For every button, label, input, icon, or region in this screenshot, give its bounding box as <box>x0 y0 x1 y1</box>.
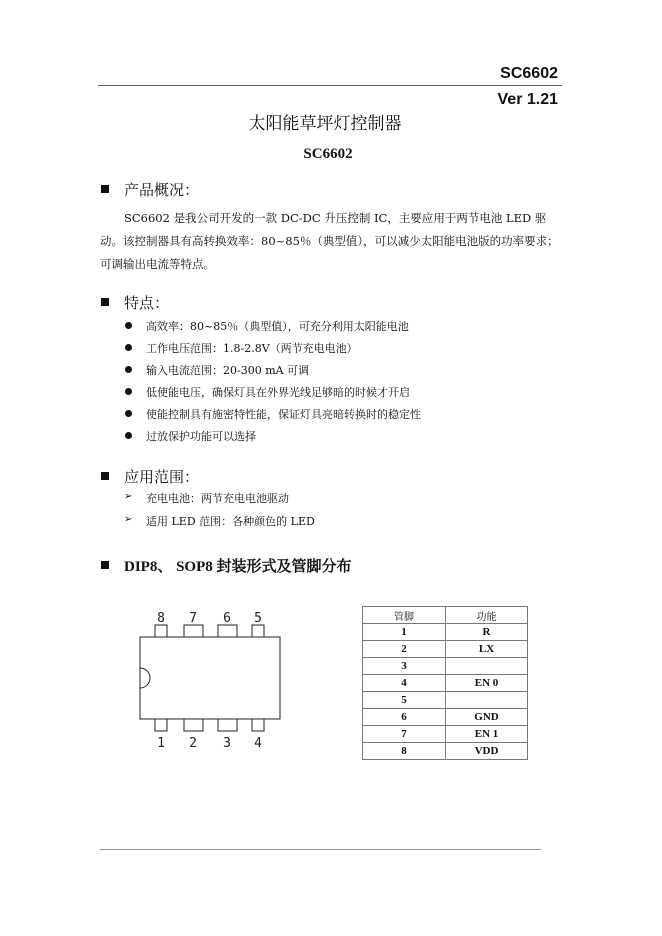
table-row <box>363 692 528 709</box>
pin-label: 5 <box>254 611 262 626</box>
footer-rule <box>100 849 541 850</box>
overview-text: SC6602 是我公司开发的一款 DC-DC 升压控制 IC，主要应用于两节电池 LED 驱动。该控制器具有高转换效率：80~85％（典型值），可以减少太阳能电池版的功率要求；可调输出电流等特点。 <box>100 211 559 271</box>
header-function: 功能 <box>446 607 528 624</box>
chip-body <box>140 637 280 719</box>
applications-heading: 应用范围： <box>124 468 200 486</box>
feature-item: 低使能电压，确保灯具在外界光线足够暗的时候才开启 <box>146 386 410 399</box>
pin-function-table <box>362 606 528 760</box>
table-row <box>363 658 528 675</box>
function-cell: LX <box>446 641 528 658</box>
pin-7 <box>184 625 203 637</box>
pin-8 <box>155 625 167 637</box>
package-heading: DIP8、 SOP8 封装形式及管脚分布 <box>124 559 352 575</box>
table-row <box>363 709 528 726</box>
pin-label: 6 <box>223 611 231 626</box>
pin-label: 2 <box>189 736 197 751</box>
pin-5 <box>252 625 264 637</box>
function-cell: GND <box>446 709 528 726</box>
pin-label: 8 <box>157 611 165 626</box>
application-item: 适用 LED 范围：各种颜色的 LED <box>146 515 315 528</box>
table-row <box>363 743 528 760</box>
features-heading: 特点： <box>124 294 170 312</box>
pin-6 <box>218 625 237 637</box>
feature-item: 工作电压范围：1.8-2.8V（两节充电电池） <box>146 342 358 355</box>
header-version: Ver 1.21 <box>497 91 558 108</box>
pin-4 <box>252 719 264 731</box>
pin-cell: 5 <box>363 692 446 709</box>
feature-item: 输入电流范围：20-300 mA 可调 <box>146 364 310 377</box>
pin-label: 4 <box>254 736 262 751</box>
function-cell <box>446 658 528 675</box>
pin-cell: 3 <box>363 658 446 675</box>
pin-cell: 8 <box>363 743 446 760</box>
pin-2 <box>184 719 203 731</box>
pin-cell: 4 <box>363 675 446 692</box>
pin-label: 7 <box>189 611 197 626</box>
pin-1 <box>155 719 167 731</box>
function-cell: EN 0 <box>446 675 528 692</box>
overview-heading: 产品概况： <box>124 181 200 199</box>
pin-cell: 2 <box>363 641 446 658</box>
pin-cell: 6 <box>363 709 446 726</box>
application-item: 充电电池：两节充电电池驱动 <box>146 492 289 505</box>
table-row <box>363 675 528 692</box>
table-row <box>363 624 528 641</box>
function-cell: VDD <box>446 743 528 760</box>
header-pin: 管脚 <box>363 607 446 624</box>
arrow-bullet-icon: ➢ <box>124 514 133 525</box>
feature-item: 高效率：80~85％（典型值），可充分利用太阳能电池 <box>146 320 409 333</box>
pin-label: 3 <box>223 736 231 751</box>
table-row <box>363 726 528 743</box>
pin-3 <box>218 719 237 731</box>
pin-cell: 1 <box>363 624 446 641</box>
page-title: 太阳能草坪灯控制器 <box>248 114 402 134</box>
page-subtitle: SC6602 <box>303 146 353 162</box>
arrow-bullet-icon: ➢ <box>124 491 133 502</box>
feature-item: 使能控制具有施密特性能，保证灯具亮暗转换时的稳定性 <box>146 408 421 421</box>
function-cell <box>446 692 528 709</box>
header-model: SC6602 <box>500 65 558 82</box>
function-cell: EN 1 <box>446 726 528 743</box>
pin-cell: 7 <box>363 726 446 743</box>
feature-item: 过放保护功能可以选择 <box>146 430 256 443</box>
pin-label: 1 <box>157 736 165 751</box>
function-cell: R <box>446 624 528 641</box>
table-row <box>363 641 528 658</box>
